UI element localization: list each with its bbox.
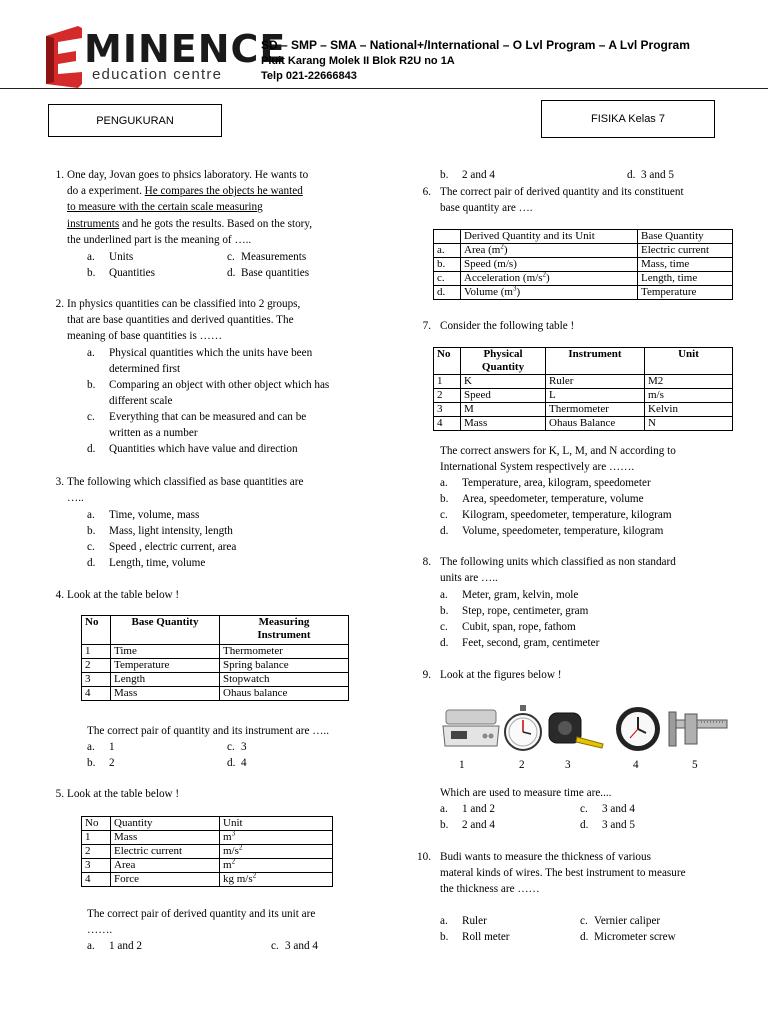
figure-label: 5 <box>692 759 698 771</box>
table-header: No Base Quantity Measuring Instrument <box>82 616 349 645</box>
question-number: 9. <box>422 669 431 681</box>
underlined-phrase: instruments <box>67 217 120 230</box>
table-row: 3 Area $m^2$ <box>82 859 333 873</box>
header-phone: Telp 021-22666843 <box>261 70 357 82</box>
question-5-continued: b. 2 and 4 d. 3 and 5 <box>440 169 674 181</box>
question-number: 3. <box>55 476 64 488</box>
subject-box: FISIKA Kelas 7 <box>541 100 715 138</box>
underlined-phrase: He compares the objects he wanted <box>144 185 303 198</box>
table-header: No Physical Quantity Instrument Unit <box>434 348 733 375</box>
figure-label: 2 <box>519 759 525 771</box>
table-row: 2 Electric current $m/s^2$ <box>82 845 333 859</box>
question-3: 3. The following which classified as base quantities are ….. a. Time, volume, mass b. Mass, light intensity, length c. Speed , electric current, area d. Length, time, volume <box>44 474 374 574</box>
question-number: 4. <box>55 589 64 601</box>
question-4: 4. Look at the table below ! No Base Quantity Measuring Instrument 1 Time Thermometer 2 Temperature Spring balance 3 Length Stopwatch 4 Mass Ohaus balance The correct pair of quantity and its instrument are ….. a. 1 c. 3 b. 2 d. 4 <box>44 587 374 777</box>
vernier-caliper-icon <box>665 710 729 750</box>
table-row: 4 Mass Ohaus Balance N <box>434 417 733 431</box>
header-divider <box>0 88 768 89</box>
question-number: 8. <box>422 556 431 568</box>
table-header: Derived Quantity and its Unit Base Quantity <box>434 230 733 244</box>
question-number: 5. <box>55 788 64 800</box>
table-row: 2 Speed L m/s <box>434 389 733 403</box>
question-number: 10. <box>417 851 431 863</box>
figure-label: 4 <box>633 759 639 771</box>
logo-subtitle: education centre <box>92 66 223 83</box>
table-row: 3 Length Stopwatch <box>82 673 349 687</box>
header-programs: SD – SMP – SMA – National+/International – O Lvl Program – A Lvl Program <box>261 38 690 52</box>
question-number: 2. <box>55 298 64 310</box>
question-number: 6. <box>422 186 431 198</box>
question-2: 2. In physics quantities can be classified into 2 groups, that are base quantities and derived quantities. The meaning of base quantities is …… a. Physical quantities which the units have been determined first b. Comparing an object with other object which has different scale c. Everything that can be measured and can be written as a number d. Quantities which have value and direction <box>44 296 374 461</box>
question-6: 6. The correct pair of derived quantity and its constituent base quantity are …. Derived Quantity and its Unit Base Quantity a. Area $(m^2)$ Electric current b. Speed (m/s) Mass, time c. Acceleration $(m/s^2)$ Length, time d. Volume $(m^3)$ Temperature <box>411 184 741 309</box>
question-number: 7. <box>422 320 431 332</box>
logo-wordmark: MINENCE <box>84 27 287 71</box>
question-1: 1. One day, Jovan goes to phsics laboratory. He wants to do a experiment. He compares the objects he wanted to measure with the certain scale measuring instruments and he gots the results. Based on the story, the underlined part is the meaning of ….. a. Units c. Measurements b. Quantities d. Base quantities <box>44 167 374 287</box>
base-quantity-table <box>81 615 349 701</box>
table-row: 1 Mass $m^3$ <box>82 831 333 845</box>
figure-label: 3 <box>565 759 571 771</box>
table-row: 3 M Thermometer Kelvin <box>434 403 733 417</box>
table-row: b. Speed (m/s) Mass, time <box>434 258 733 272</box>
wall-clock-icon <box>614 705 662 753</box>
question-number: 1. <box>55 169 64 181</box>
table-row: a. Area $(m^2)$ Electric current <box>434 244 733 258</box>
si-units-table <box>433 347 733 431</box>
tape-measure-icon <box>547 711 607 751</box>
topic-box: PENGUKURAN <box>48 104 222 137</box>
table-row: c. Acceleration $(m/s^2)$ Length, time <box>434 272 733 286</box>
header-address: Pluit Karang Molek II Blok R2U no 1A <box>261 55 455 67</box>
underlined-phrase: to measure with the certain scale measuring <box>67 201 263 214</box>
figure-label: 1 <box>459 759 465 771</box>
digital-scale-icon <box>441 708 501 750</box>
table-row: 2 Temperature Spring balance <box>82 659 349 673</box>
question-8: 8. The following units which classified as non standard units are ….. a. Meter, gram, kelvin, mole b. Step, rope, centimeter, gram c. Cubit, span, rope, fathom d. Feet, second, gram, centimeter <box>411 554 741 654</box>
eminence-logo-icon <box>42 26 86 88</box>
table-row: 1 K Ruler M2 <box>434 375 733 389</box>
table-row: 1 Time Thermometer <box>82 645 349 659</box>
table-row: d. Volume $(m^3)$ Temperature <box>434 286 733 300</box>
question-7: 7. Consider the following table ! No Physical Quantity Instrument Unit 1 K Ruler M2 2 Speed L m/s 3 M Thermometer Kelvin 4 Mass Ohaus Balance N The correct answers for K, L, M, and N according to International System respectively are ……. a. Temperature, area, kilogram, speedometer b. Area, speedometer, temperature, volume c. Kilogram, speedometer, temperature, kilogram d. Volume, speedometer, temperature, kilogram <box>411 318 741 543</box>
derived-unit-table <box>81 816 333 887</box>
question-5: 5. Look at the table below ! No Quantity Unit 1 Mass $m^3$ 2 Electric current $m/s^2$ 3 Area $m^2$ 4 Force kg $m/s^2$ The correct pair of derived quantity and its unit are ……. a. 1 and 2 c. 3 and 4 <box>44 786 384 956</box>
table-header: No Quantity Unit <box>82 817 333 831</box>
table-row: 4 Force kg $m/s^2$ <box>82 873 333 887</box>
question-9: 9. Look at the figures below ! 1 2 3 4 5 Which are used to measure time are.... a. 1 and 2 c. 3 and 4 b. 2 and 4 d. 3 and 5 <box>411 667 741 837</box>
question-10: 10. Budi wants to measure the thickness of various materal kinds of wires. The best instrument to measure the thickness are …… a. Ruler c. Vernier caliper b. Roll meter d. Micrometer screw <box>411 849 741 949</box>
table-row: 4 Mass Ohaus balance <box>82 687 349 701</box>
derived-quantity-table <box>433 229 733 300</box>
stopwatch-icon <box>501 704 545 754</box>
